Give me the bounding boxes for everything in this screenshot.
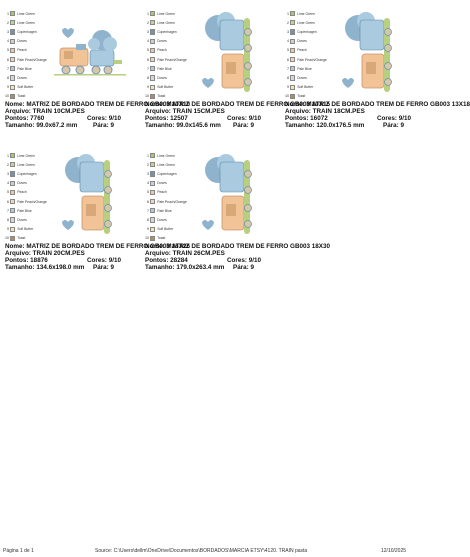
legend-swatch <box>290 39 295 44</box>
legend-number: 7 <box>147 208 149 213</box>
legend-number: 6 <box>287 57 289 62</box>
design-file: Arquivo: TRAIN 20CM.PES <box>5 249 85 257</box>
legend-swatch <box>150 227 155 232</box>
legend-thread-name: Lime Green <box>17 162 35 167</box>
design-colors: Cores: 9/10 <box>227 256 261 264</box>
design-file: Arquivo: TRAIN 10CM.PES <box>5 107 85 115</box>
legend-thread-name: Peach <box>157 190 167 195</box>
design-name: Nome: MATRIZ DE BORDADO TREM DE FERRO GB003 13X18 <box>285 101 470 108</box>
legend-number: 1 <box>7 11 9 16</box>
design-stops: Pára: 9 <box>383 121 405 129</box>
legend-swatch <box>10 171 15 176</box>
design-file: Arquivo: TRAIN 18CM.PES <box>285 107 365 115</box>
legend-number: 8 <box>147 75 149 80</box>
legend-thread-name: Lime Green <box>17 153 35 158</box>
legend-number: 7 <box>7 208 9 213</box>
legend-thread-name: Peach <box>157 48 167 53</box>
legend-thread-name: Toast <box>157 94 166 99</box>
legend-swatch <box>10 75 15 80</box>
legend-swatch <box>150 236 155 241</box>
legend-thread-name: Pale Blue <box>157 66 172 71</box>
legend-number: 9 <box>147 85 149 90</box>
legend-swatch <box>150 39 155 44</box>
legend-thread-name: Lime Green <box>17 11 35 16</box>
design-colors: Cores: 9/10 <box>377 114 411 122</box>
design-size: Tamanho: 134.6x198.0 mm <box>5 263 85 271</box>
legend-number: 1 <box>7 153 9 158</box>
legend-swatch <box>290 11 295 16</box>
legend-thread-name: Doves <box>297 75 307 80</box>
legend-number: 4 <box>147 181 149 186</box>
legend-swatch <box>10 29 15 34</box>
legend-number: 6 <box>147 199 149 204</box>
legend-number: 2 <box>7 162 9 167</box>
design-info-5 <box>145 244 415 272</box>
design-colors: Cores: 9/10 <box>87 256 121 264</box>
legend-number: 3 <box>287 29 289 34</box>
legend-row <box>5 9 65 18</box>
legend-swatch <box>10 39 15 44</box>
legend-thread-name: Copenhagen <box>17 29 37 34</box>
legend-number: 9 <box>7 85 9 90</box>
legend-number: 7 <box>147 66 149 71</box>
design-file: Arquivo: TRAIN 26CM.PES <box>145 249 225 257</box>
legend-number: 6 <box>147 57 149 62</box>
legend-swatch <box>290 94 295 99</box>
legend-swatch <box>10 85 15 90</box>
legend-number: 6 <box>7 57 9 62</box>
legend-thread-name: Soft Butter <box>157 85 174 90</box>
legend-swatch <box>150 57 155 62</box>
legend-thread-name: Lime Green <box>297 20 315 25</box>
legend-number: 10 <box>5 236 9 241</box>
design-stops: Pára: 9 <box>233 121 255 129</box>
design-size: Tamanho: 120.0x176.5 mm <box>285 121 365 129</box>
legend-swatch <box>10 153 15 158</box>
legend-thread-name: Pale Peach/Orange <box>157 199 187 204</box>
footer-page-count: Página 1 de 1 <box>3 548 34 554</box>
legend-thread-name: Pale Peach/Orange <box>297 57 327 62</box>
legend-thread-name: Toast <box>157 236 166 241</box>
legend-swatch <box>10 11 15 16</box>
legend-thread-name: Lime Green <box>297 11 315 16</box>
legend-number: 10 <box>5 94 9 99</box>
legend-thread-name: Toast <box>17 236 26 241</box>
legend-swatch <box>10 227 15 232</box>
legend-thread-name: Lime Green <box>157 162 175 167</box>
design-points: Pontos: 16072 <box>285 114 328 122</box>
legend-number: 7 <box>7 66 9 71</box>
design-file: Arquivo: TRAIN 15CM.PES <box>145 107 225 115</box>
legend-thread-name: Lime Green <box>157 11 175 16</box>
legend-thread-name: Lime Green <box>157 153 175 158</box>
legend-thread-name: Doves <box>297 39 307 44</box>
design-size: Tamanho: 99.0x67.2 mm <box>5 121 78 129</box>
legend-number: 10 <box>145 94 149 99</box>
legend-number: 3 <box>147 171 149 176</box>
legend-swatch <box>10 181 15 186</box>
legend-number: 4 <box>7 39 9 44</box>
legend-swatch <box>150 208 155 213</box>
legend-swatch <box>10 57 15 62</box>
legend-number: 9 <box>147 227 149 232</box>
legend-swatch <box>150 199 155 204</box>
legend-swatch <box>150 85 155 90</box>
legend-row <box>5 92 65 101</box>
design-info-3 <box>285 101 470 130</box>
design-size: Tamanho: 179.0x263.4 mm <box>145 263 225 271</box>
legend-swatch <box>150 75 155 80</box>
legend-swatch <box>10 190 15 195</box>
design-points: Pontos: 18876 <box>5 256 48 264</box>
legend-swatch <box>150 153 155 158</box>
train-vertical-image <box>336 10 406 98</box>
design-name: Nome: MATRIZ DE BORDADO TREM DE FERRO GB003 16X26 <box>5 243 190 250</box>
legend-number: 3 <box>7 171 9 176</box>
design-points: Pontos: 7760 <box>5 114 45 122</box>
legend-thread-name: Toast <box>297 94 306 99</box>
legend-swatch <box>150 217 155 222</box>
legend-number: 3 <box>7 29 9 34</box>
legend-number: 5 <box>147 48 149 53</box>
legend-thread-name: Peach <box>297 48 307 53</box>
legend-number: 3 <box>147 29 149 34</box>
legend-thread-name: Pale Peach/Orange <box>17 199 47 204</box>
legend-thread-name: Soft Butter <box>297 85 314 90</box>
footer-date: 12/10/2025 <box>381 548 407 554</box>
legend-number: 2 <box>287 20 289 25</box>
legend-number: 4 <box>7 181 9 186</box>
legend-thread-name: Pale Blue <box>17 66 32 71</box>
train-vertical-image <box>56 152 126 240</box>
train-vertical-image <box>196 10 266 98</box>
legend-thread-name: Toast <box>17 94 26 99</box>
design-size: Tamanho: 99.0x145.6 mm <box>145 121 221 129</box>
legend-number: 5 <box>147 190 149 195</box>
train-vertical-image <box>196 152 266 240</box>
legend-swatch <box>10 162 15 167</box>
legend-swatch <box>150 29 155 34</box>
design-points: Pontos: 12507 <box>145 114 188 122</box>
design-stops: Pára: 9 <box>93 263 115 271</box>
legend-swatch <box>150 94 155 99</box>
legend-swatch <box>290 85 295 90</box>
legend-swatch <box>10 48 15 53</box>
design-points: Pontos: 28284 <box>145 256 188 264</box>
legend-thread-name: Copenhagen <box>17 171 37 176</box>
legend-swatch <box>10 94 15 99</box>
legend-swatch <box>10 217 15 222</box>
legend-number: 1 <box>147 153 149 158</box>
legend-thread-name: Peach <box>17 190 27 195</box>
design-stops: Pára: 9 <box>233 263 255 271</box>
legend-number: 4 <box>287 39 289 44</box>
legend-swatch <box>10 66 15 71</box>
legend-number: 2 <box>7 20 9 25</box>
legend-swatch <box>290 20 295 25</box>
legend-thread-name: Copenhagen <box>157 171 177 176</box>
legend-number: 5 <box>287 48 289 53</box>
legend-thread-name: Pale Peach/Orange <box>157 57 187 62</box>
legend-number: 8 <box>7 75 9 80</box>
legend-swatch <box>150 190 155 195</box>
legend-thread-name: Doves <box>17 39 27 44</box>
design-colors: Cores: 9/10 <box>87 114 121 122</box>
design-colors: Cores: 9/10 <box>227 114 261 122</box>
legend-thread-name: Pale Blue <box>17 208 32 213</box>
legend-swatch <box>290 66 295 71</box>
train-horizontal-image <box>48 24 132 90</box>
legend-swatch <box>290 48 295 53</box>
legend-thread-name: Doves <box>17 181 27 186</box>
legend-thread-name: Peach <box>17 48 27 53</box>
legend-swatch <box>290 75 295 80</box>
legend-thread-name: Lime Green <box>157 20 175 25</box>
legend-swatch <box>150 171 155 176</box>
legend-number: 7 <box>287 66 289 71</box>
legend-number: 10 <box>145 236 149 241</box>
legend-number: 1 <box>147 11 149 16</box>
legend-number: 5 <box>7 190 9 195</box>
train-artwork <box>54 28 126 76</box>
legend-thread-name: Soft Butter <box>17 227 34 232</box>
design-name: Nome: MATRIZ DE BORDADO TREM DE FERRO GB003 10X15 <box>145 101 330 108</box>
legend-swatch <box>150 181 155 186</box>
legend-number: 9 <box>7 227 9 232</box>
legend-thread-name: Lime Green <box>17 20 35 25</box>
legend-thread-name: Pale Blue <box>157 208 172 213</box>
train-artwork <box>342 12 392 92</box>
legend-thread-name: Doves <box>157 75 167 80</box>
legend-swatch <box>150 48 155 53</box>
legend-thread-name: Pale Blue <box>297 66 312 71</box>
legend-thread-name: Copenhagen <box>297 29 317 34</box>
legend-swatch <box>150 20 155 25</box>
legend-number: 5 <box>7 48 9 53</box>
legend-thread-name: Soft Butter <box>157 227 174 232</box>
legend-number: 8 <box>287 75 289 80</box>
legend-thread-name: Soft Butter <box>17 85 34 90</box>
legend-swatch <box>10 208 15 213</box>
design-stops: Pára: 9 <box>93 121 115 129</box>
legend-number: 2 <box>147 20 149 25</box>
legend-thread-name: Doves <box>157 217 167 222</box>
legend-number: 10 <box>285 94 289 99</box>
legend-number: 8 <box>147 217 149 222</box>
legend-number: 2 <box>147 162 149 167</box>
design-name: Nome: MATRIZ DE BORDADO TREM DE FERRO GB003 10X10 <box>5 101 190 108</box>
legend-thread-name: Doves <box>157 39 167 44</box>
legend-thread-name: Pale Peach/Orange <box>17 57 47 62</box>
legend-number: 6 <box>7 199 9 204</box>
legend-number: 4 <box>147 39 149 44</box>
legend-swatch <box>150 66 155 71</box>
legend-swatch <box>10 20 15 25</box>
legend-thread-name: Doves <box>157 181 167 186</box>
legend-thread-name: Doves <box>17 75 27 80</box>
legend-swatch <box>10 199 15 204</box>
train-artwork <box>62 154 112 234</box>
legend-number: 8 <box>7 217 9 222</box>
legend-swatch <box>150 11 155 16</box>
legend-thread-name: Doves <box>17 217 27 222</box>
footer-source-path: Source: C:\Users\dellm\OneDrive\Documentos\BORDADOS\MARCIA ETSY\4120. TRAIN pasta <box>95 548 308 554</box>
legend-thread-name: Copenhagen <box>157 29 177 34</box>
legend-swatch <box>290 29 295 34</box>
legend-number: 9 <box>287 85 289 90</box>
legend-swatch <box>10 236 15 241</box>
legend-number: 1 <box>287 11 289 16</box>
legend-swatch <box>150 162 155 167</box>
train-artwork <box>202 12 252 92</box>
legend-swatch <box>290 57 295 62</box>
design-name: Nome: MATRIZ DE BORDADO TREM DE FERRO GB003 18X30 <box>145 243 330 250</box>
train-artwork <box>202 154 252 234</box>
